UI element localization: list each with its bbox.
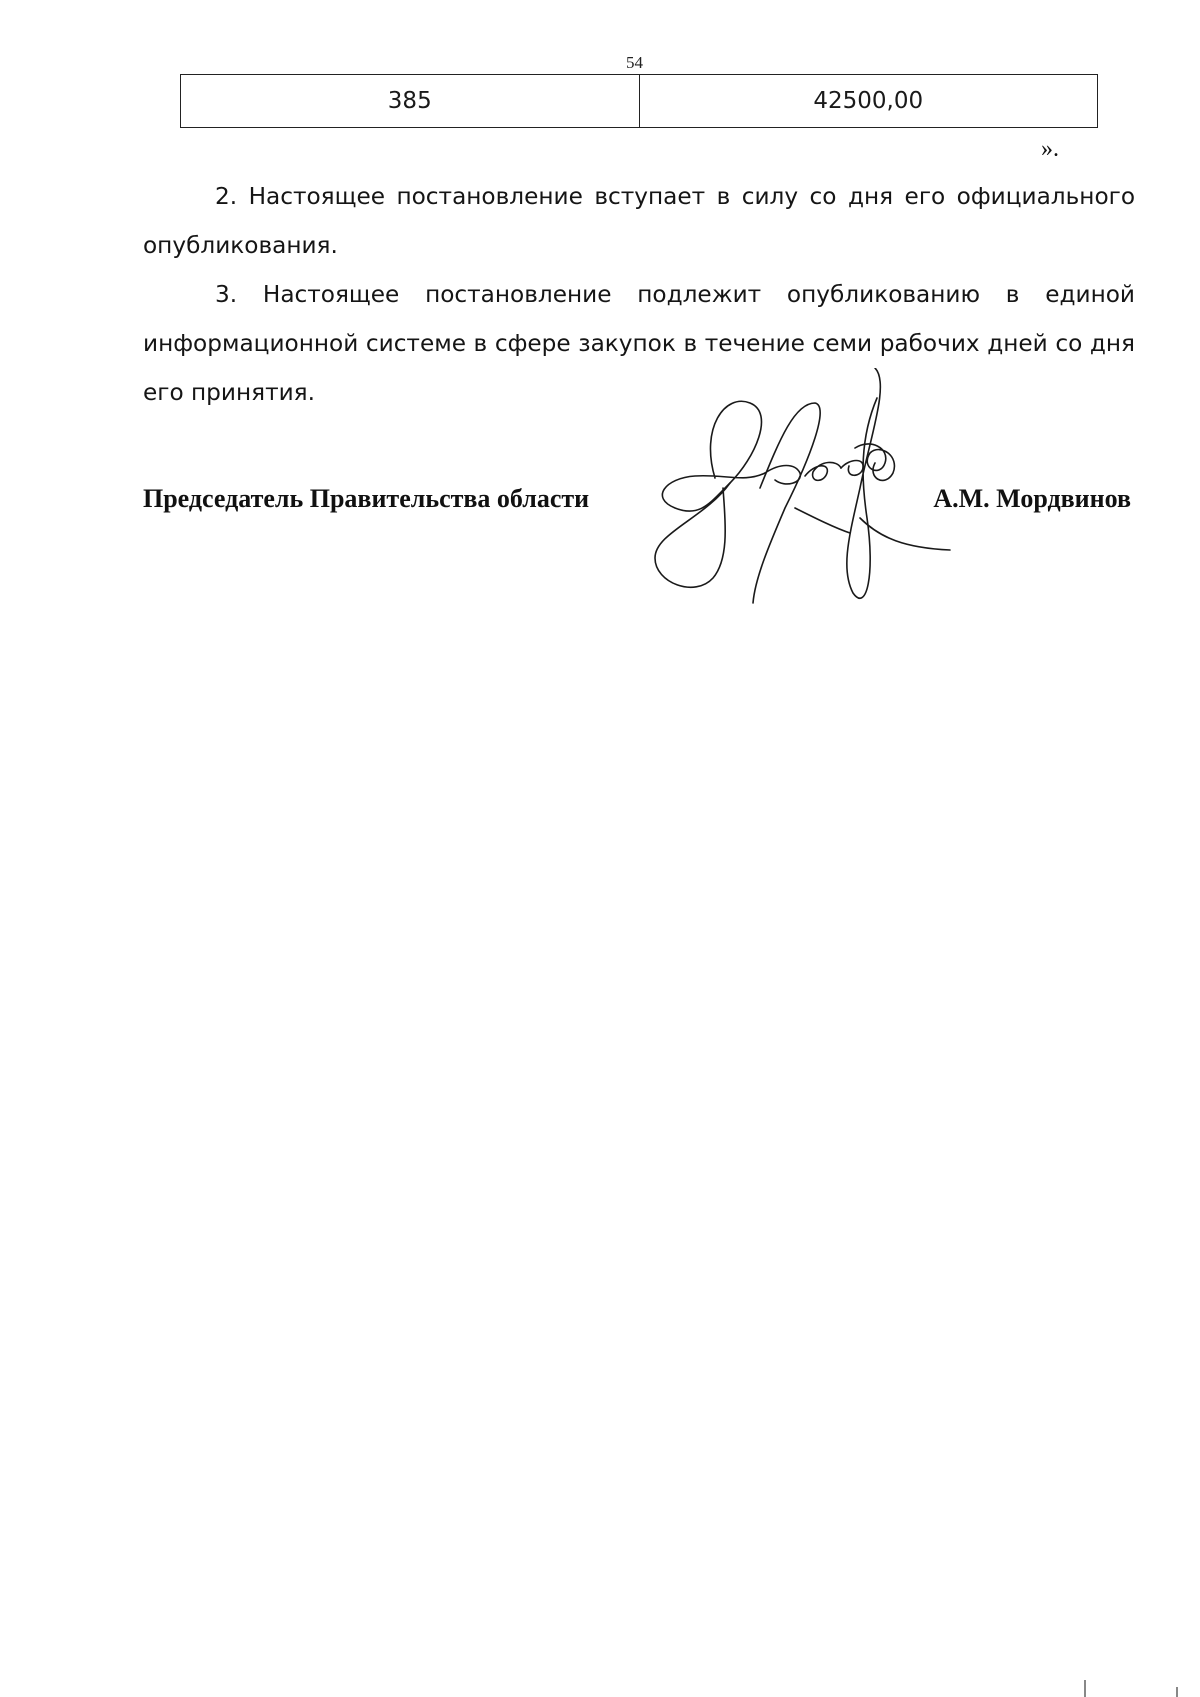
paragraph-3: 3. Настоящее постановление подлежит опубликованию в единой информационной системе в сфере закупок в течение семи рабочих дней со дня его принятия. — [143, 281, 1135, 406]
signer-name: А.М. Мордвинов — [933, 484, 1131, 513]
scan-mark-left — [1084, 1680, 1086, 1697]
table-cell-amount: 42500,00 — [639, 75, 1098, 128]
table-cell-number: 385 — [181, 75, 640, 128]
data-table — [180, 74, 1098, 128]
signer-title: Председатель Правительства области — [143, 484, 590, 513]
scan-mark-right — [1176, 1687, 1178, 1697]
closing-quote: ». — [1041, 136, 1059, 162]
page-number: 54 — [626, 53, 643, 72]
table-row — [181, 75, 1098, 128]
paragraph-2: 2. Настоящее постановление вступает в силу со дня его официального опубликования. — [143, 183, 1135, 259]
handwritten-signature — [645, 368, 955, 608]
